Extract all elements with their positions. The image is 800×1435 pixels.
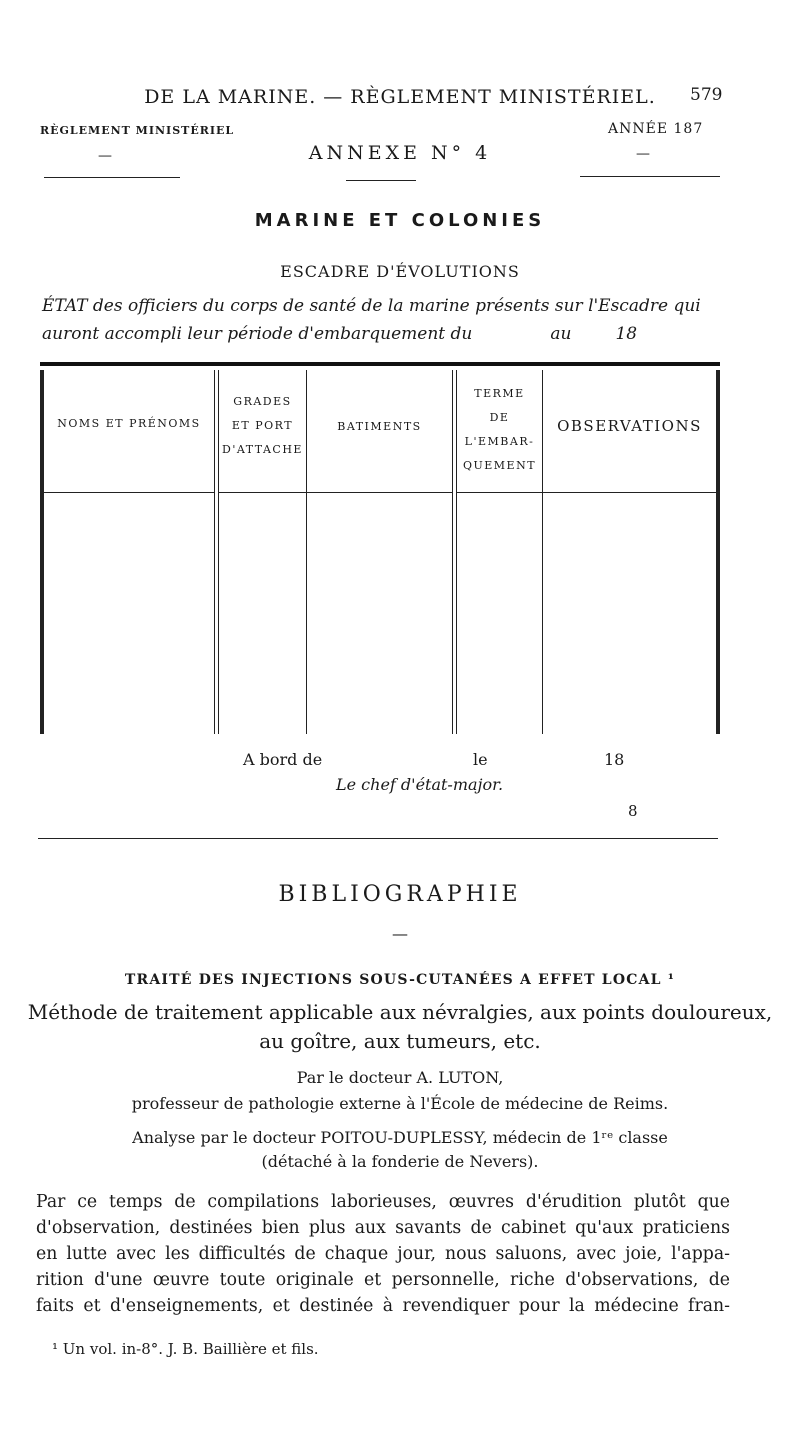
body-line: Par ce temps de compilations laborieuses, œuvres d'érudition plutôt que	[36, 1192, 730, 1212]
state-line-text: auront accompli leur période d'embarquement du	[42, 324, 473, 344]
column-header-observations: OBSERVATIONS	[557, 417, 702, 435]
body-line: faits et d'enseignements, et destinée à revendiquer pour la médecine fran-	[36, 1296, 730, 1316]
state-line: ÉTAT des officiers du corps de santé de la marine présents sur l'Escadre qui	[42, 296, 701, 316]
state-line-continued	[42, 324, 637, 344]
page-number: 579	[690, 85, 723, 105]
divider-left	[44, 177, 180, 178]
author-title: professeur de pathologie externe à l'École de médecine de Reims.	[131, 1094, 669, 1113]
bibliography-dash: —	[392, 924, 408, 943]
bibliography-title: BIBLIOGRAPHIE	[278, 882, 522, 907]
header-underline	[457, 492, 542, 493]
footnote: ¹ Un vol. in-8°. J. B. Baillière et fils.	[52, 1340, 319, 1358]
column-header-ships: BATIMENTS	[337, 420, 422, 433]
chief-of-staff-signature-line: Le chef d'état-major.	[336, 775, 504, 794]
body-line: en lutte avec les difficultés de chaque jour, nous saluons, avec joie, l'appa-	[36, 1244, 730, 1264]
divider-right	[580, 176, 720, 177]
analysis-line-continued: (détaché à la fonderie de Nevers).	[261, 1152, 539, 1171]
aboard-date-label: le	[473, 750, 488, 769]
treatise-subtitle: Méthode de traitement applicable aux névralgies, aux points douloureux,	[27, 1000, 773, 1024]
header-underline	[219, 492, 306, 493]
left-margin-note: RÈGLEMENT MINISTÉRIEL	[40, 124, 235, 137]
annex-title: ANNEXE N° 4	[308, 142, 492, 164]
header-underline	[44, 492, 214, 493]
column-header-term: TERME DE L'EMBAR- QUEMENT	[462, 387, 537, 472]
column-header-names: NOMS ET PRÉNOMS	[57, 417, 201, 430]
author-line: Par le docteur A. LUTON,	[296, 1068, 504, 1087]
state-line-year: 18	[615, 324, 638, 344]
left-margin-dash: —	[98, 148, 112, 164]
state-line-au: au	[550, 324, 572, 344]
sheet-number: 8	[628, 802, 638, 820]
table-right-border	[716, 370, 720, 734]
aboard-year: 18	[604, 750, 625, 769]
table-column-divider	[452, 370, 453, 734]
aboard-label: A bord de	[243, 750, 323, 769]
right-margin-dash: —	[636, 146, 650, 162]
running-head: DE LA MARINE. — RÈGLEMENT MINISTÉRIEL.	[144, 86, 656, 108]
column-header-grades: GRADES ET PORT D'ATTACHE	[222, 395, 303, 456]
body-line: d'observation, destinées bien plus aux savants de cabinet qu'aux praticiens	[36, 1218, 730, 1238]
form-heading: MARINE ET COLONIES	[254, 210, 546, 231]
section-divider	[38, 838, 718, 839]
right-margin-note: ANNÉE 187	[608, 121, 704, 137]
table-column-divider	[214, 370, 215, 734]
header-underline	[307, 492, 452, 493]
treatise-title: TRAITÉ DES INJECTIONS SOUS-CUTANÉES A EFFET LOCAL ¹	[124, 972, 676, 988]
register-table	[40, 362, 720, 734]
form-subheading: ESCADRE D'ÉVOLUTIONS	[280, 262, 520, 281]
header-underline	[543, 492, 716, 493]
divider-center	[346, 180, 416, 181]
body-line: rition d'une œuvre toute originale et personnelle, riche d'observations, de	[36, 1270, 730, 1290]
analysis-line: Analyse par le docteur POITOU-DUPLESSY, médecin de 1ʳᵉ classe	[132, 1128, 668, 1147]
treatise-subtitle-continued: au goître, aux tumeurs, etc.	[259, 1029, 541, 1053]
table-top-border	[40, 362, 720, 366]
